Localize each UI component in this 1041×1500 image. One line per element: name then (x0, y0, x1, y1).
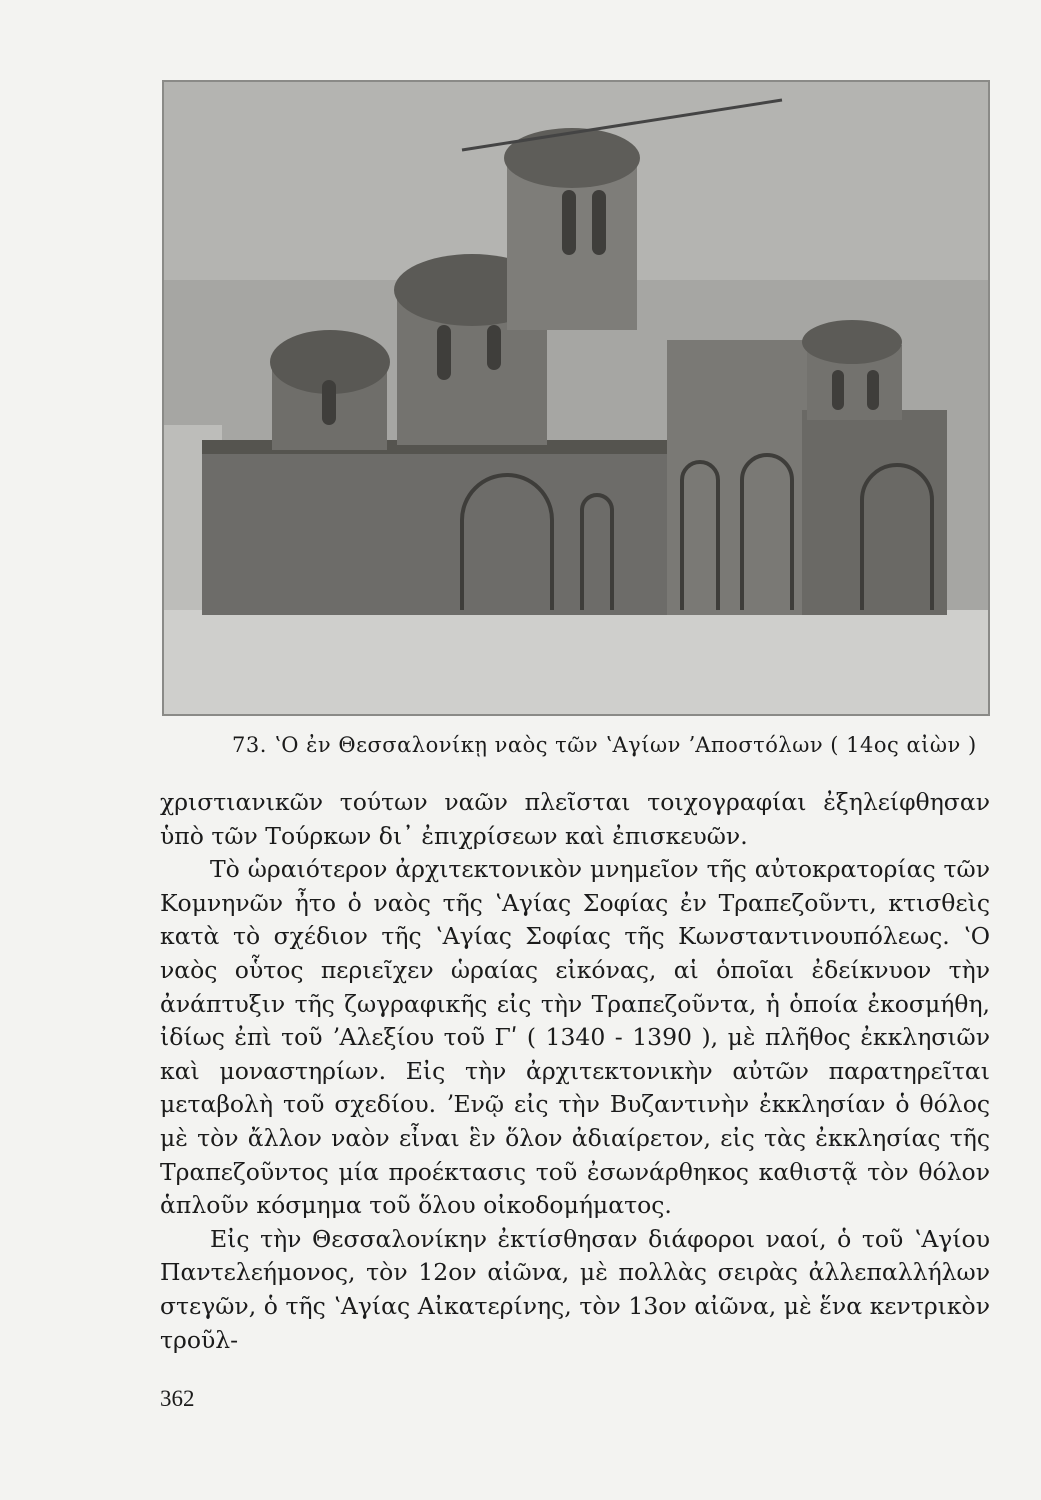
page-number: 362 (160, 1386, 195, 1411)
paragraph: χριστιανικῶν τούτων ναῶν πλεῖσται τοιχογραφίαι ἐξηλείφθησαν ὑπὸ τῶν Τούρκων δι᾽ ἐπιχρίσεων καὶ ἐπισκευῶν. (160, 788, 990, 850)
church-photograph (162, 80, 990, 716)
paragraph: Τὸ ὡραιότερον ἀρχιτεκτονικὸν μνημεῖον τῆς αὐτοκρατορίας τῶν Κομνηνῶν ἦτο ὁ ναὸς τῆς ʽΑγίας Σοφίας ἐν Τραπεζοῦντι, κτισθεὶς κατὰ τὸ σχέδιον τῆς ʽΑγίας Σοφίας τῆς Κωνσταντινουπόλεως. ʽΟ ναὸς οὗτος περιεῖχεν ὡραίας εἰκόνας, αἱ ὁποῖαι ἐδείκνυον τὴν ἀνάπτυξιν τῆς ζωγραφικῆς εἰς τὴν Τραπεζοῦντα, ἡ ὁποία ἐκοσμήθη, ἰδίως ἐπὶ τοῦ ʼΑλεξίου τοῦ Γʹ ( 1340 - 1390 ), μὲ πλῆθος ἐκκλησιῶν καὶ μοναστηρίων. Εἰς τὴν ἀρχιτεκτονικὴν αὐτῶν παρατηρεῖται μεταβολὴ τοῦ σχεδίου. ʼΕνῷ εἰς τὴν Βυζαντινὴν ἐκκλησίαν ὁ θόλος μὲ τὸν ἄλλον ναὸν εἶναι ἓν ὅλον ἀδιαίρετον, εἰς τὰς ἐκκλησίας τῆς Τραπεζοῦντος μία προέκτασις τοῦ ἐσωνάρθηκος καθιστᾷ τὸν θόλον ἁπλοῦν κόσμημα τοῦ ὅλου οἰκοδομήματος. (160, 855, 990, 1220)
paragraph: Εἰς τὴν Θεσσαλονίκην ἐκτίσθησαν διάφοροι ναοί, ὁ τοῦ ʽΑγίου Παντελεήμονος, τὸν 12ον αἰῶνα, μὲ πολλὰς σειρὰς ἀλλεπαλλήλων στεγῶν, ὁ τῆς ʽΑγίας Αἰκατερίνης, τὸν 13ον αἰῶνα, μὲ ἕνα κεντρικὸν τροῦλ- (160, 1224, 990, 1354)
figure-caption: 73. ʽΟ ἐν Θεσσαλονίκῃ ναὸς τῶν ʽΑγίων ʼΑποστόλων ( 14ος αἰὼν ) (232, 733, 977, 757)
body-text (160, 786, 990, 1357)
